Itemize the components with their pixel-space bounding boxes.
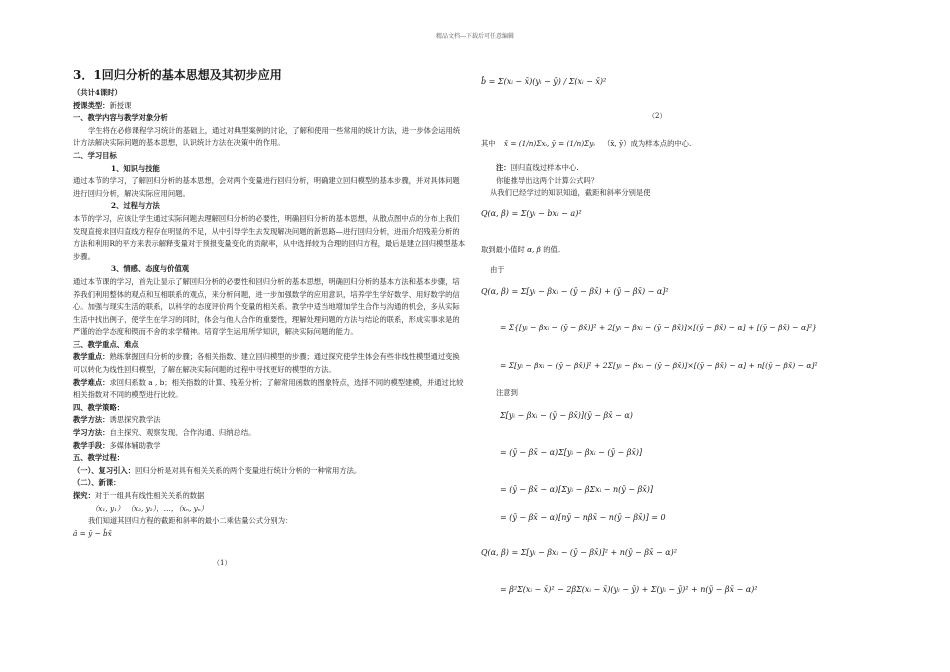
mean-formula: x̄ = (1/n)Σxᵢ, ȳ = (1/n)Σyᵢ bbox=[503, 139, 595, 148]
minimum-end: 的值. bbox=[543, 245, 561, 254]
because-label: 由于 bbox=[490, 265, 505, 274]
page-header: 精品文档---下载后可任意编辑 bbox=[435, 33, 515, 40]
pair-ellipsis: ，…， bbox=[156, 503, 179, 513]
review-intro bbox=[73, 465, 467, 478]
learning-method bbox=[73, 427, 467, 440]
intercept-formula: â = ȳ − b̂x̄ bbox=[73, 528, 112, 538]
difficult-points-label: 教学难点： bbox=[73, 377, 110, 387]
subsection-2-text: 本节的学习，应该让学生通过实际问题去理解回归分析的必要性，明确回归分析的基本思想，从散点图中点的分布上我们发现直接求回归直线方程存在明显的不足，从中引导学生去发现解决问题的新思路—进行回归分析，进而介绍残差分析的方法和利用R的平方来表示解释变量对于预报变量变化的贡献率，从中选择较为合理的回归方程，最后是建立回归模型基本步骤。 bbox=[73, 213, 466, 261]
q-result-1: Q(α, β) = Σ[yᵢ − βxᵢ − (ȳ − βx̄)]² + n(ȳ − βx̄ − α)² bbox=[481, 548, 677, 557]
q-expansion-2: = Σ{[yᵢ − βxᵢ − (ȳ − βx̄)]² + 2[yᵢ − βxᵢ − (ȳ − βx̄)]×[(ȳ − βx̄) − α] + [(ȳ − βx̄) − α]²} bbox=[500, 323, 817, 332]
key-points-text: 熟练掌握回归分析的步骤；各相关指数、建立回归模型的步骤；通过探究使学生体会有些非线性模型通过变换可以转化为线性回归模型，了解在解决实际问题的过程中寻找更好的模型的方法。 bbox=[73, 352, 460, 375]
lesson-title: 3．1回归分析的基本思想及其初步应用 bbox=[73, 68, 282, 82]
explore-label: 探究： bbox=[73, 491, 95, 500]
teaching-means bbox=[73, 440, 467, 453]
teaching-means-label: 教学手段： bbox=[73, 440, 110, 450]
q-expansion-3: = Σ[yᵢ − βxᵢ − (ȳ − βx̄)]² + 2Σ[yᵢ − βxᵢ − (ȳ − βx̄)]×[(ȳ − βx̄) − α] + n[(ȳ − βx̄) − α]² bbox=[500, 361, 818, 370]
learning-method-value: 自主探究、观察发现、合作沟通、归纳总结。 bbox=[109, 428, 256, 438]
subsection-1-heading: 1、知识与技能 bbox=[111, 163, 160, 173]
teaching-means-value: 多媒体辅助教学 bbox=[109, 440, 161, 450]
explore-text: 对于一组具有线性相关关系的数据 bbox=[94, 491, 205, 500]
equation-number-2: （2） bbox=[648, 112, 667, 120]
notice-label: 注意到 bbox=[496, 388, 518, 397]
q-expansion-1: Q(α, β) = Σ[yᵢ − βxᵢ − (ȳ − βx̄) + (ȳ − βx̄) − α]² bbox=[481, 287, 669, 296]
q-result-2: = β²Σ(xᵢ − x̄)² − 2βΣ(xᵢ − x̄)(yᵢ − ȳ) + Σ(yᵢ − ȳ)² + n(ȳ − βx̄ − α)² bbox=[500, 585, 758, 594]
hours-note: （共计4课时） bbox=[73, 88, 122, 97]
pair-2: （x₂, y₂） bbox=[126, 503, 157, 513]
left-column bbox=[73, 67, 467, 567]
minimum-line bbox=[481, 244, 560, 257]
mean-definition-line bbox=[481, 138, 881, 151]
pair-n: （xₙ, yₙ） bbox=[178, 503, 208, 513]
data-pairs bbox=[73, 503, 467, 516]
among-label: 其中 bbox=[481, 139, 496, 148]
cross-term-1: Σ[yᵢ − βxᵢ − (ȳ − βx̄)](ȳ − βx̄ − α) bbox=[500, 411, 633, 420]
note-label: 注： bbox=[496, 163, 511, 172]
review-label: （一）、复习引入： bbox=[73, 465, 136, 475]
new-lesson-heading: （二）、新课： bbox=[73, 478, 121, 488]
slope-formula: b̂ = Σ(xᵢ − x̄)(yᵢ − ȳ) / Σ(xᵢ − x̄)² bbox=[481, 77, 607, 86]
review-text: 回归分析是对具有相关关系的两个变量进行统计分析的一种常用方法。 bbox=[135, 465, 362, 475]
explore-line bbox=[73, 490, 467, 503]
equation-number-1: （1） bbox=[213, 559, 232, 567]
subsection-3-heading: 3、情感、态度与价值观 bbox=[111, 264, 190, 274]
teaching-method bbox=[73, 414, 467, 427]
minimum-vars: α, β bbox=[527, 245, 541, 254]
pair-1: （x₁, y₁） bbox=[91, 503, 125, 513]
subsection-1-text: 通过本节的学习，了解回归分析的基本思想，会对两个变量进行回归分析，明确建立回归模型的基本步骤，并对具体问题进行回归分析，解决实际应用问题。 bbox=[73, 176, 460, 198]
lesson-type-label: 授课类型： bbox=[73, 100, 110, 110]
teaching-method-label: 教学方法： bbox=[73, 415, 110, 425]
note-line bbox=[496, 162, 579, 175]
subsection-2-heading: 2、过程与方法 bbox=[111, 201, 160, 211]
section-4-heading: 四、教学策略： bbox=[73, 402, 125, 412]
section-1-heading: 一、教学内容与教学对象分析 bbox=[73, 113, 168, 123]
lesson-type bbox=[73, 100, 467, 113]
difficult-points-text: 求回归系数 a , b；相关指数的计算、残差分析；了解常用函数的图象特点，选择不同的模型建模，并通过比较相关指数对不同的模型进行比较。 bbox=[73, 377, 464, 400]
subsection-3-text: 通过本节课的学习，首先让显示了解回归分析的必要性和回归分析的基本思想，明确回归分析的基本方法和基本步骤，培养我们利用整体的观点和互相联系的观点，来分析问题，进一步加强数学的应用意识，培养学生学好数学、用好数学的信心。加强与现实生活的联系，以科学的态度评价两个变量的相关系。教学中适当地增加学生合作与沟通的机会，多从实际生活中找出例子，使学生在学习的同时，体会与他人合作的重要性，理解处理问题的方法与结论的联系，形成实事求是的严谨的治学态度和锲而不舍的求学精神。培育学生运用所学知识，解决实际问题的能力。 bbox=[73, 276, 460, 337]
key-points-label: 教学重点： bbox=[73, 352, 110, 362]
cross-term-4: = (ȳ − βx̄ − α)[nȳ − nβx̄ − n(ȳ − βx̄)] = 0 bbox=[500, 513, 666, 522]
difficult-points bbox=[73, 377, 467, 402]
learning-method-label: 学习方法： bbox=[73, 428, 110, 438]
lesson-type-value: 新授课 bbox=[109, 100, 132, 110]
least-squares-intro: 我们知道其回归方程的截距和斜率的最小二乘估量公式分别为： bbox=[88, 516, 293, 526]
question-2: 从我们已经学过的知识知道，截距和斜率分别是使 bbox=[490, 188, 651, 197]
key-points bbox=[73, 351, 467, 376]
sample-center-text: （x̄, ȳ）成为样本点的中心. bbox=[603, 139, 692, 148]
minimum-text: 取到最小值时 bbox=[481, 245, 525, 254]
teaching-method-value: 诱思探究教学法 bbox=[109, 415, 161, 425]
q-function: Q(α, β) = Σ(yᵢ − bxᵢ − a)² bbox=[481, 209, 582, 218]
section-3-heading: 三、教学重点、难点 bbox=[73, 339, 139, 349]
cross-term-2: = (ȳ − βx̄ − α)Σ[yᵢ − βxᵢ − (ȳ − βx̄)] bbox=[500, 448, 643, 457]
cross-term-3: = (ȳ − βx̄ − α)[Σyᵢ − βΣxᵢ − n(ȳ − βx̄)] bbox=[500, 485, 653, 494]
section-2-heading: 二、学习目标 bbox=[73, 150, 117, 160]
section-5-heading: 五、教学过程： bbox=[73, 453, 125, 463]
note-text: 回归直线过样本中心. bbox=[510, 163, 579, 172]
question-1: 你能推导出这两个计算公式吗？ bbox=[496, 176, 599, 185]
section-1-text: 学生将在必修课程学习统计的基础上，通过对典型案例的讨论，了解和使用一些常用的统计方法，进一步体会运用统计方法解决实际问题的基本思想，认识统计方法在决策中的作用。 bbox=[73, 125, 461, 148]
